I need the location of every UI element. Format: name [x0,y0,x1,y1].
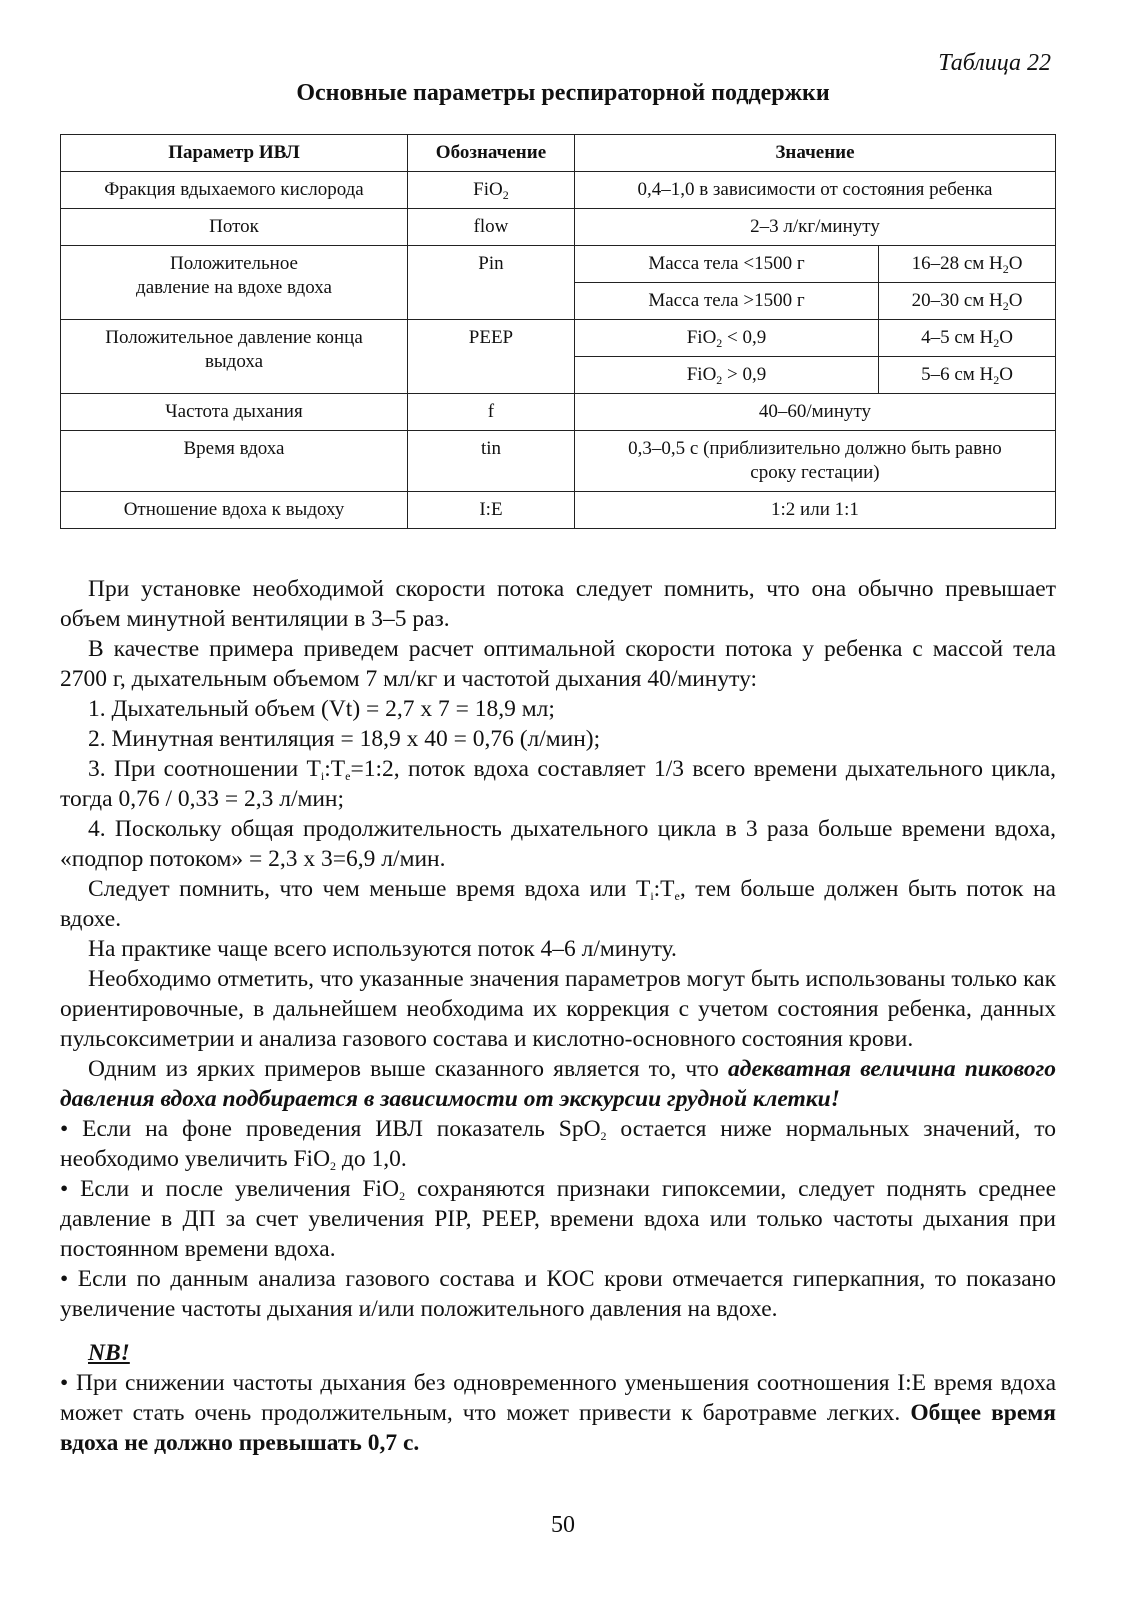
paragraph: 2. Минутная вентиляция = 18,9 х 40 = 0,76 (л/мин); [88,726,601,752]
emphasis-text: адекватная величина пикового давления вдоха подбирается в зависимости от экскурсии грудной клетки! [60,1056,1056,1112]
row-param: Отношение вдоха к выдоху [61,492,408,529]
row-symbol: flow [408,209,575,246]
row-value: 16–28 см $H_2O$ [879,246,1056,283]
row-value: 1:2 или 1:1 [574,492,1055,529]
row-param: Поток [61,209,408,246]
table-row [61,431,1056,492]
row-condition: FiO$_2$ < 0,9 [574,320,878,357]
table-row [61,246,1056,283]
header-symbol: Обозначение [408,135,575,172]
table-row [61,172,1056,209]
body-text [60,574,1056,1458]
table-label: Таблица 22 [938,50,1051,76]
paragraph: При установке необходимой скорости потока следует помнить, что она обычно превышает объем минутной вентиляции в 3–5 раз. [60,576,1056,632]
bullet-item: • Если и после увеличения FiO$_2$ сохраняются признаки гипоксемии, следует поднять среднее давление в ДП за счет увеличения PIP, PEEP, времени вдоха или только частоты дыхания при постоянном времени вдоха. [60,1176,1056,1262]
row-condition: FiO$_2$ > 0,9 [574,357,878,394]
paragraph: На практике чаще всего используются поток 4–6 л/минуту. [88,936,677,962]
row-value: 4–5 см $H_2O$ [879,320,1056,357]
table-row [61,320,1056,357]
row-symbol: tin [408,431,575,492]
nb-heading: NB! [88,1340,130,1366]
row-condition: Масса тела <1500 г [574,246,878,283]
bullet-item: • Если по данным анализа газового состава и КОС крови отмечается гиперкапния, то показано увеличение частоты дыхания и/или положительного давления на вдохе. [60,1266,1056,1322]
row-symbol: PEEP [408,320,575,394]
paragraph: 1. Дыхательный объем (Vt) = 2,7 х 7 = 18,9 мл; [88,696,555,722]
table-row [61,209,1056,246]
header-value: Значение [574,135,1055,172]
row-value: 0,3–0,5 с (приблизительно должно быть равно сроку гестации) [574,431,1055,492]
row-param: Фракция вдыхаемого кислорода [61,172,408,209]
bullet-item: • Если на фоне проведения ИВЛ показатель SpO$_2$ остается ниже нормальных значений, то необходимо увеличить FiO$_2$ до 1,0. [60,1116,1056,1173]
row-param: Положительное давление на вдохе вдоха [61,246,408,320]
parameters-table [60,134,1056,529]
table-row [61,492,1056,529]
row-value: 20–30 см $H_2O$ [879,283,1056,320]
table-row [61,394,1056,431]
row-value: 5–6 см $H_2O$ [879,357,1056,394]
table-header-row [61,135,1056,172]
row-symbol: f [408,394,575,431]
paragraph: В качестве примера приведем расчет оптимальной скорости потока у ребенка с массой тела 2700 г, дыхательным объемом 7 мл/кг и частотой дыхания 40/минуту: [60,636,1056,692]
paragraph: 3. При соотношении $T_i:T_e=1:2$, поток вдоха составляет 1/3 всего времени дыхательного цикла, тогда 0,76 / 0,33 = 2,3 л/мин; [60,756,1056,812]
page-number: 50 [551,1512,575,1538]
row-value: 40–60/минуту [574,394,1055,431]
header-parameter: Параметр ИВЛ [61,135,408,172]
paragraph: Необходимо отметить, что указанные значения параметров могут быть использованы только как ориентировочные, в дальнейшем необходима их коррекция с учетом состояния ребенка, данных пульсоксиметрии и анализа газового состава и кислотно-основного состояния крови. [60,966,1056,1052]
row-param: Положительное давление конца выдоха [61,320,408,394]
row-param: Время вдоха [61,431,408,492]
row-value: 0,4–1,0 в зависимости от состояния ребенка [574,172,1055,209]
table-title: Основные параметры респираторной поддержки [296,80,830,106]
row-condition: Масса тела >1500 г [574,283,878,320]
paragraph: Одним из ярких примеров выше сказанного является то, что адекватная величина пикового давления вдоха подбирается в зависимости от экскурсии грудной клетки! [60,1056,1056,1112]
paragraph: Следует помнить, что чем меньше время вдоха или $T_i:T_e$, тем больше должен быть поток на вдохе. [60,876,1056,932]
row-param: Частота дыхания [61,394,408,431]
emphasis-text: Общее время вдоха не должно превышать 0,7 с. [60,1400,1056,1456]
row-value: 2–3 л/кг/минуту [574,209,1055,246]
row-symbol: Pin [408,246,575,320]
row-symbol: FiO$_2$ [408,172,575,209]
bullet-item: • При снижении частоты дыхания без одновременного уменьшения соотношения I:E время вдоха может стать очень продолжительным, что может привести к баротравме легких. Общее время вдоха не должно превышать 0,7 с. [60,1370,1056,1456]
row-symbol: I:E [408,492,575,529]
paragraph: 4. Поскольку общая продолжительность дыхательного цикла в 3 раза больше времени вдоха, «подпор потоком» = 2,3 х 3=6,9 л/мин. [60,816,1056,872]
